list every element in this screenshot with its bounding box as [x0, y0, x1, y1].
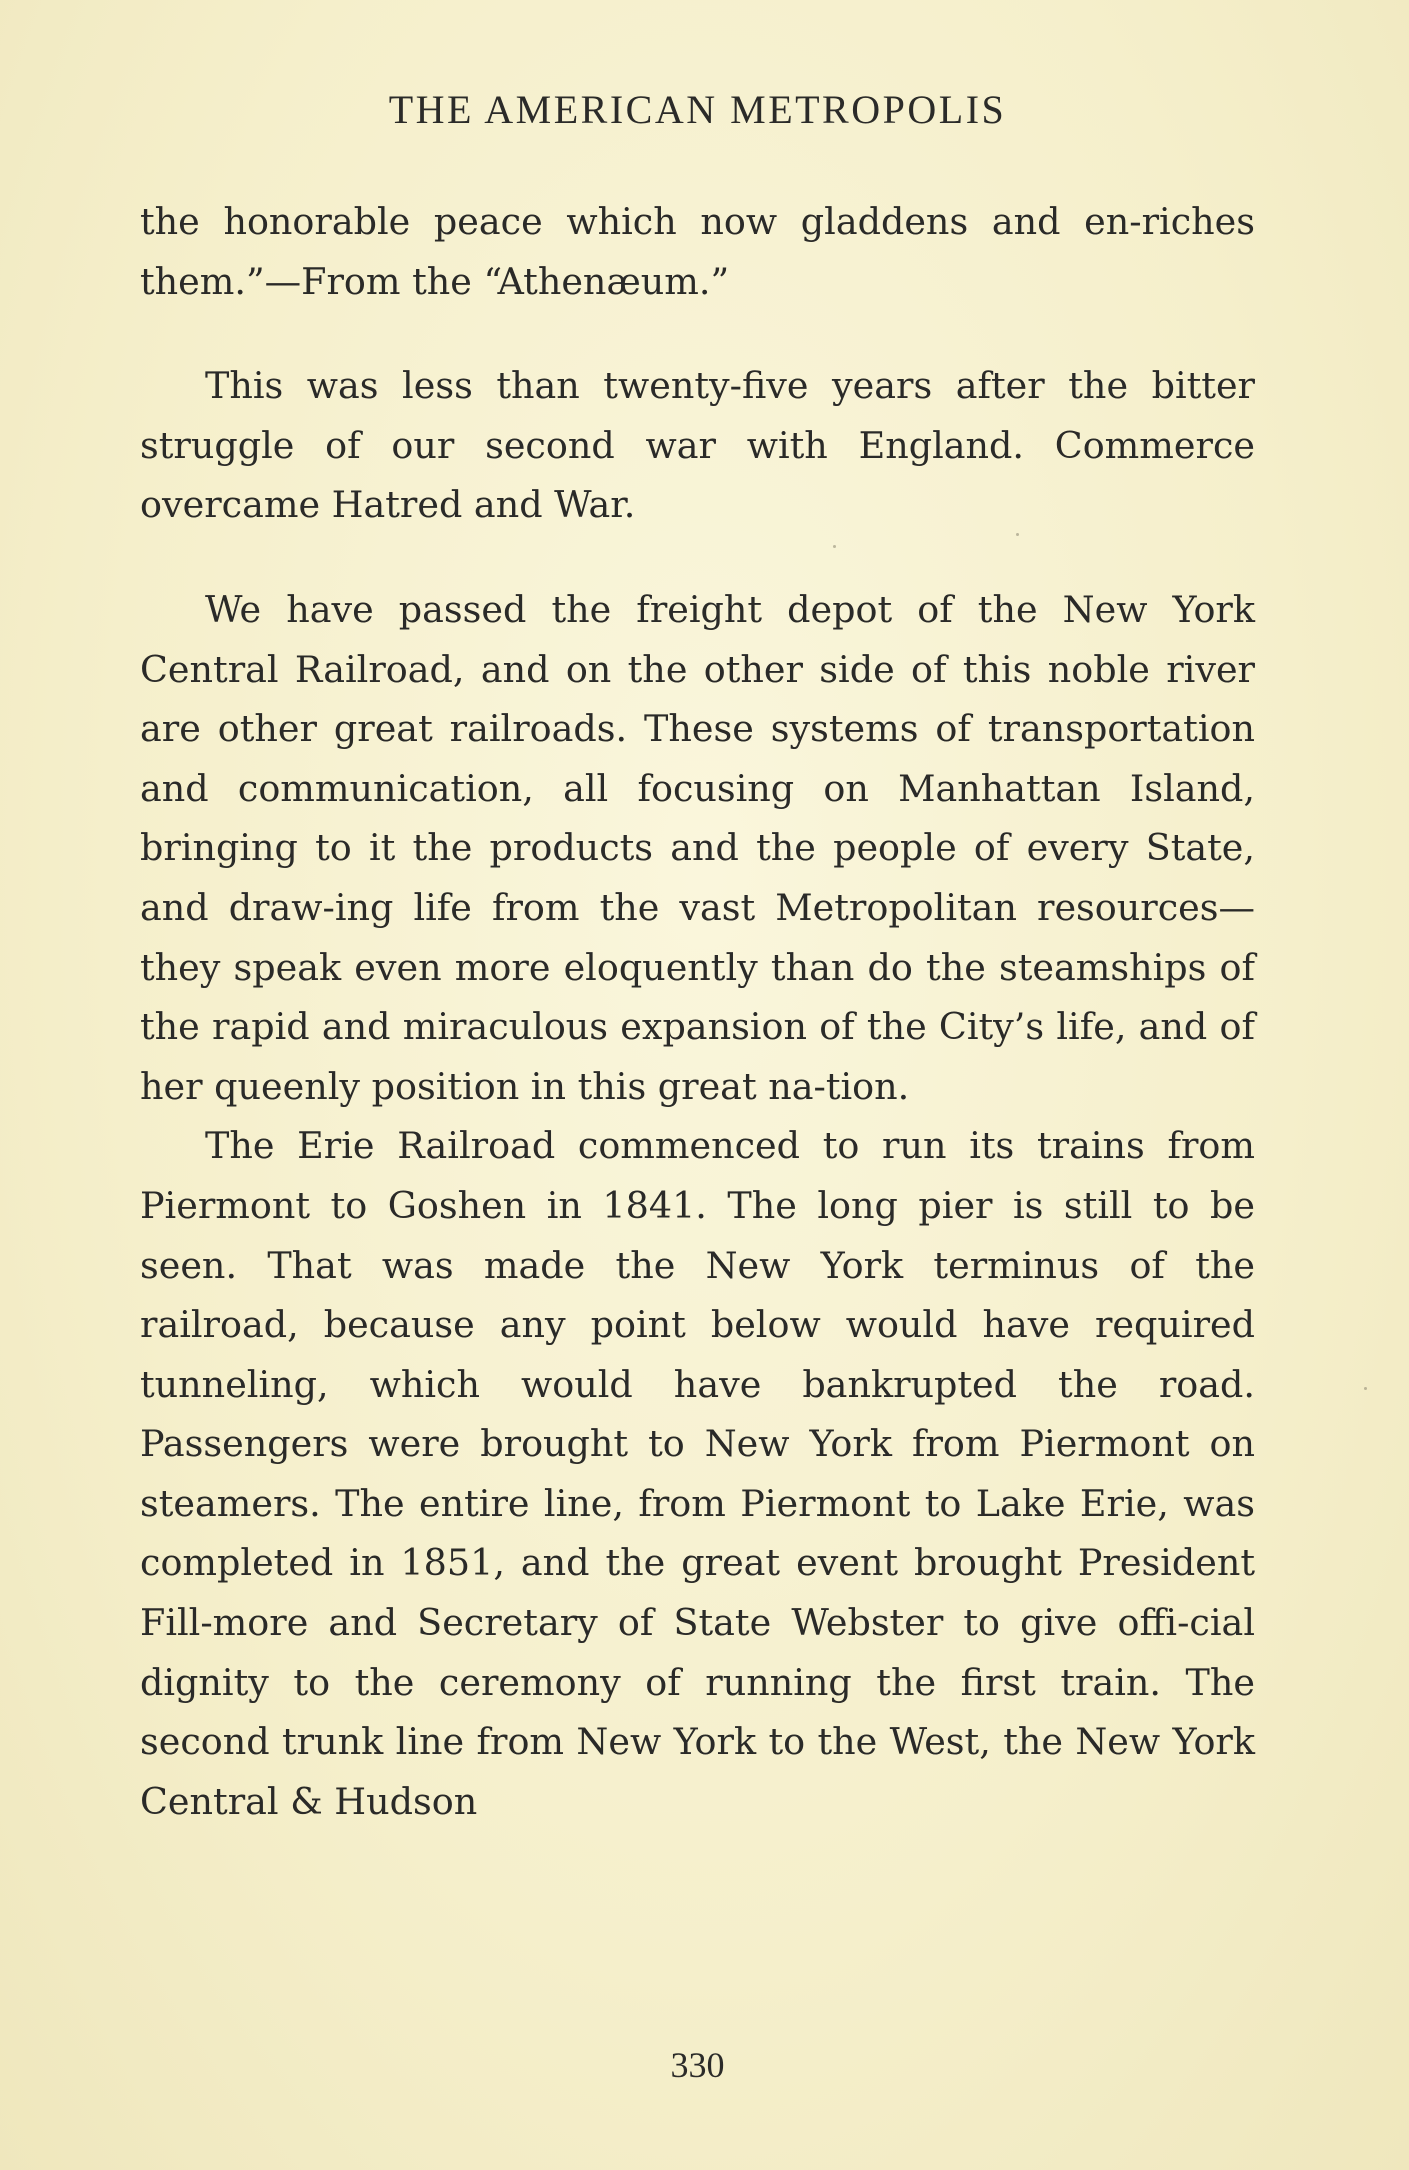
running-head: THE AMERICAN METROPOLIS: [388, 87, 1007, 132]
paper-speck: [1364, 1387, 1367, 1390]
book-page: [140, 80, 1255, 2120]
page-number: 330: [670, 2045, 725, 2085]
paragraph: We have passed the freight depot of the New York Central Railroad, and on the other side of this noble river are other great railroads. These systems of transportation and communication, all focusing on Manhattan Island, bringing to it the products and the people of every State, and draw-ing life from the vast Metropolitan resources—they speak even more eloquently than do the steamships of the rapid and miraculous expansion of the City’s life, and of her queenly position in this great na-tion.: [140, 587, 1255, 1108]
paragraph: This was less than twenty-five years after the bitter struggle of our second war with England. Commerce overcame Hatred and War.: [140, 364, 1255, 527]
paragraph: The Erie Railroad commenced to run its trains from Piermont to Goshen in 1841. The long pier is still to be seen. That was made the New York terminus of the railroad, because any point below would have required tunneling, which would have bankrupted the road. Passengers were brought to New York from Piermont on steamers. The entire line, from Piermont to Lake Erie, was completed in 1851, and the great event brought President Fill-more and Secretary of State Webster to give offi-cial dignity to the ceremony of running the first train. The second trunk line from New York to the West, the New York Central & Hudson: [140, 1124, 1255, 1823]
paragraph-continuation: the honorable peace which now gladdens and en-riches them.”—From the “Athenæum.”: [140, 200, 1255, 303]
body-text: [140, 192, 1255, 1831]
paper-speck: [1016, 533, 1019, 536]
paper-speck: [833, 545, 836, 548]
